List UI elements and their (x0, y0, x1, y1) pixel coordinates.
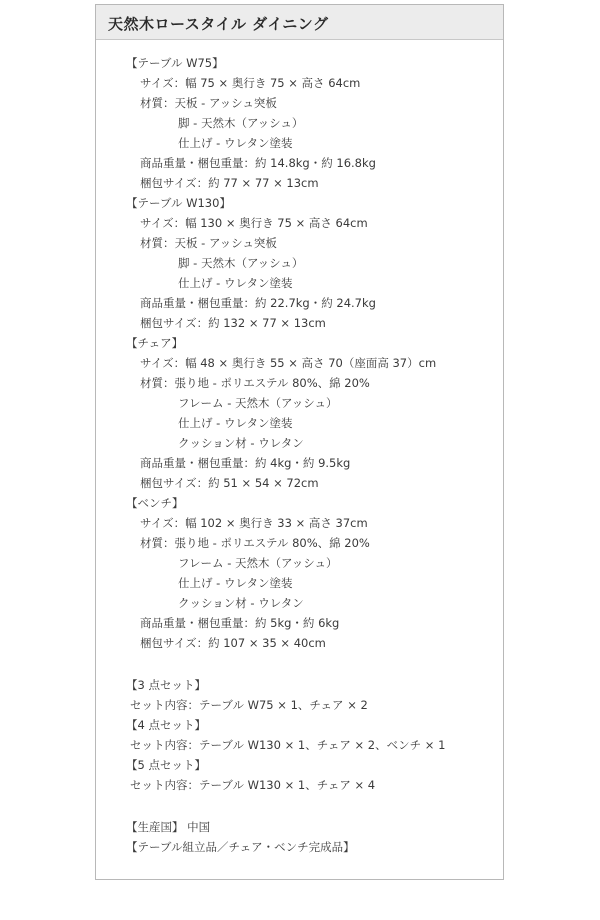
spec-line: 材質：天板 - アッシュ突板 (140, 236, 277, 250)
spec-line: サイズ：幅 48 × 奥行き 55 × 高さ 70（座面高 37）cm (140, 356, 437, 370)
spec-line: サイズ：幅 130 × 奥行き 75 × 高さ 64cm (140, 216, 368, 230)
spec-line: 梱包サイズ：約 132 × 77 × 13cm (140, 316, 326, 330)
spec-line: 商品重量・梱包重量：約 4kg・約 9.5kg (140, 456, 351, 470)
panel-title: 天然木ロースタイル ダイニング (108, 15, 329, 33)
spec-line: 仕上げ - ウレタン塗装 (178, 276, 293, 290)
spec-line: サイズ：幅 75 × 奥行き 75 × 高さ 64cm (140, 76, 361, 90)
section-heading: 【ベンチ】 (126, 496, 184, 510)
spec-line: クッション材 - ウレタン (178, 436, 304, 450)
spec-line: 材質：張り地 - ポリエステル 80%、綿 20% (140, 536, 370, 550)
set-content-line: セット内容：テーブル W130 × 1、チェア × 2、ベンチ × 1 (130, 738, 446, 752)
spec-line: 仕上げ - ウレタン塗装 (178, 136, 293, 150)
spec-line: 材質：天板 - アッシュ突板 (140, 96, 277, 110)
spec-line: 脚 - 天然木（アッシュ） (178, 256, 304, 270)
spec-line: 仕上げ - ウレタン塗装 (178, 576, 293, 590)
section-heading: 【チェア】 (126, 336, 184, 350)
spec-line: クッション材 - ウレタン (178, 596, 304, 610)
spec-line: 梱包サイズ：約 107 × 35 × 40cm (140, 636, 326, 650)
spec-line: 脚 - 天然木（アッシュ） (178, 116, 304, 130)
spec-line: 梱包サイズ：約 51 × 54 × 72cm (140, 476, 319, 490)
spec-line: 仕上げ - ウレタン塗装 (178, 416, 293, 430)
set-content-line: セット内容：テーブル W130 × 1、チェア × 4 (130, 778, 376, 792)
section-heading: 【3 点セット】 (126, 678, 206, 692)
section-heading: 【テーブル W75】 (126, 56, 224, 70)
section-heading: 【4 点セット】 (126, 718, 206, 732)
section-heading: 【テーブル W130】 (126, 196, 231, 210)
spec-line: 商品重量・梱包重量：約 14.8kg・約 16.8kg (140, 156, 376, 170)
assembly-line: 【テーブル組立品／チェア・ベンチ完成品】 (126, 840, 355, 854)
spec-line: サイズ：幅 102 × 奥行き 33 × 高さ 37cm (140, 516, 368, 530)
spec-panel (95, 4, 504, 880)
origin-line: 【生産国】 中国 (126, 820, 211, 834)
set-content-line: セット内容：テーブル W75 × 1、チェア × 2 (130, 698, 368, 712)
spec-line: フレーム - 天然木（アッシュ） (178, 396, 338, 410)
title-bar (96, 5, 503, 40)
spec-line: 商品重量・梱包重量：約 5kg・約 6kg (140, 616, 340, 630)
spec-line: 梱包サイズ：約 77 × 77 × 13cm (140, 176, 319, 190)
section-heading: 【5 点セット】 (126, 758, 206, 772)
spec-line: フレーム - 天然木（アッシュ） (178, 556, 338, 570)
spec-line: 商品重量・梱包重量：約 22.7kg・約 24.7kg (140, 296, 376, 310)
spec-line: 材質：張り地 - ポリエステル 80%、綿 20% (140, 376, 370, 390)
